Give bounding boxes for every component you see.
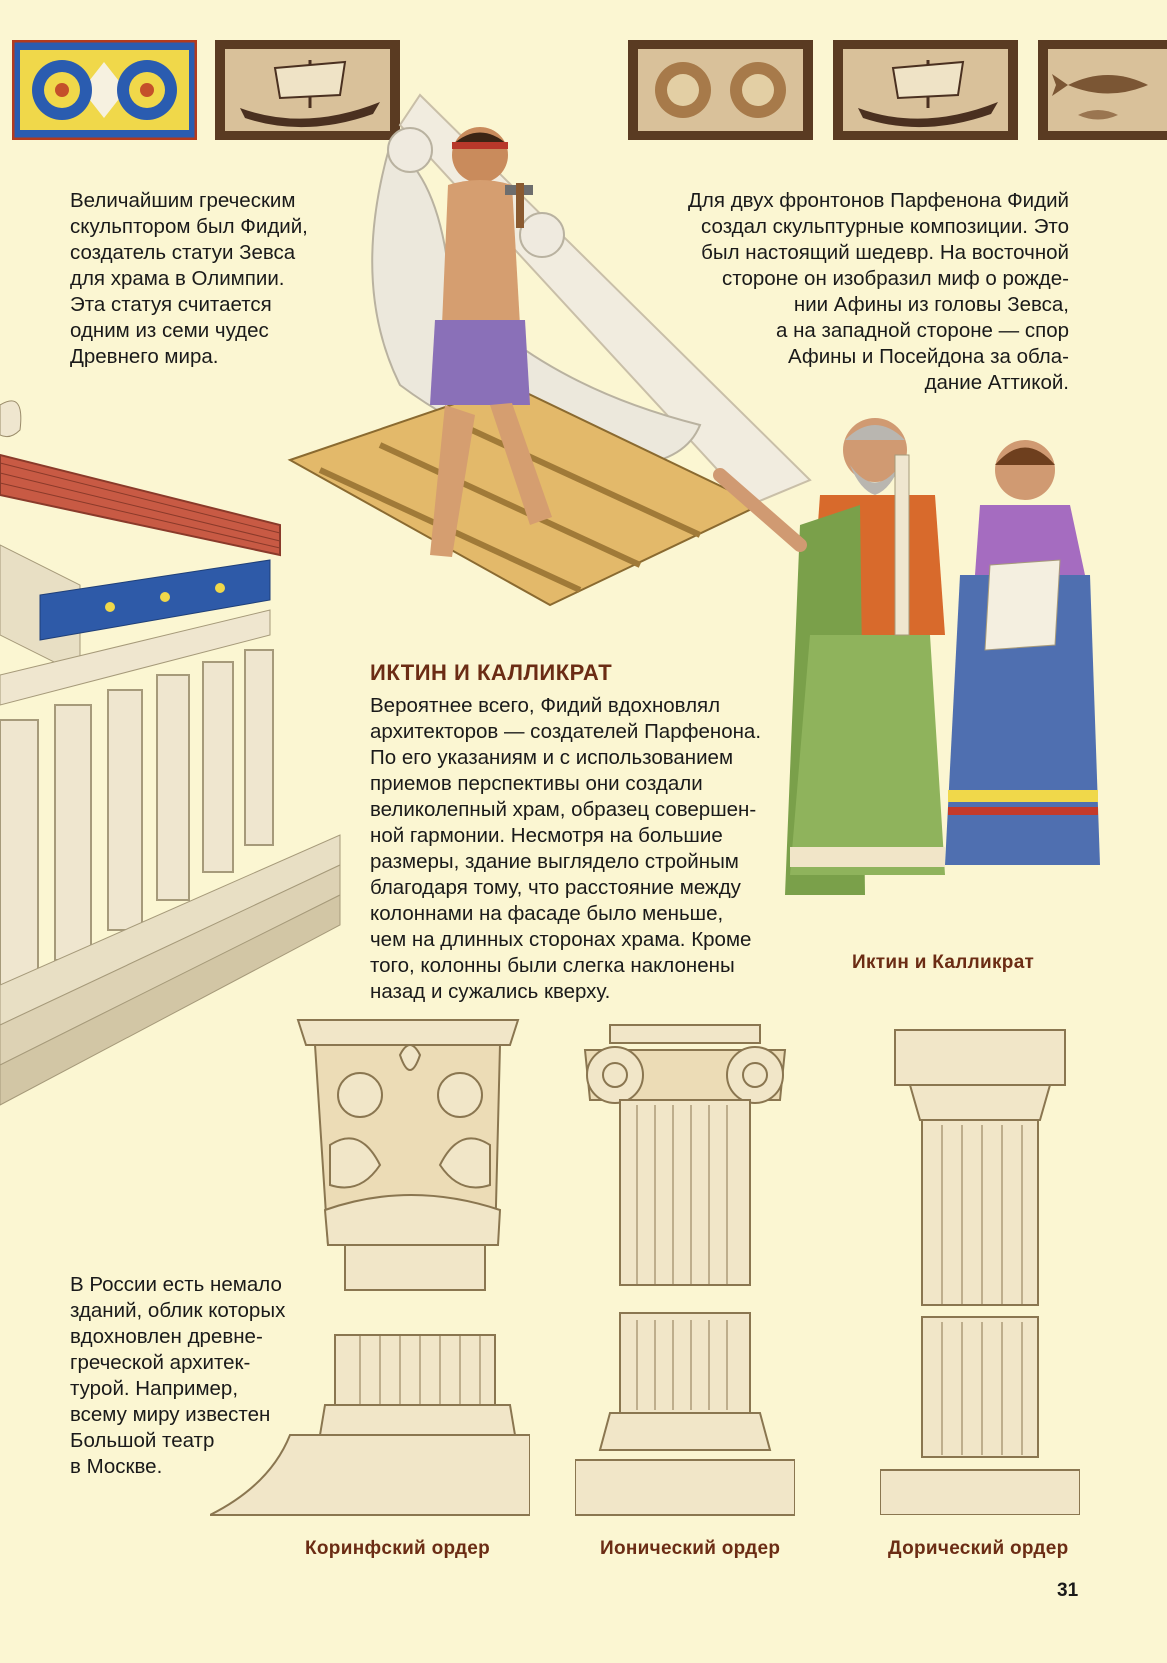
section-body-text: Вероятнее всего, Фидий вдохновлял архитекторов — создателей Парфенона. По его указаниям и с использованием приемов перспективы они создали великолепный храм, образец совершен- ной гармонии. Несмотря на большие размеры, здание выглядело стройным благодаря тому, что расстояние между колоннами на фасаде было меньше, чем на длинных сторонах храма. Кроме того, колонны были слегка наклонены назад и сужались кверху. [370, 694, 762, 1003]
architects-caption: Иктин и Калликрат [852, 952, 1035, 973]
intro-left-text: Величайшим греческим скульптором был Фидий, создатель статуи Зевса для храма в Олимпии. Эта статуя считается одним из семи чудес Древнего мира. [70, 189, 308, 368]
russia-note-text: В России есть немало зданий, облик которых вдохновлен древне- греческой архитек- турой. Например, всему миру известен Большой театр в Москве. [70, 1273, 286, 1478]
page-number: 31 [1057, 1580, 1079, 1601]
section-heading: ИКТИН И КАЛЛИКРАТ [370, 660, 613, 685]
header-tile-ship-2 [833, 40, 1018, 140]
ionic-order-illustration [575, 1020, 795, 1520]
ionic-caption: Ионический ордер [600, 1538, 781, 1559]
corinthian-caption: Коринфский ордер [305, 1538, 491, 1559]
corinthian-order-illustration [210, 1015, 530, 1520]
header-tile-rosette [12, 40, 197, 140]
doric-order-illustration [880, 1025, 1080, 1515]
header-tile-fish [1038, 40, 1167, 140]
intro-right-text: Для двух фронтонов Парфенона Фидий создал скульптурные композиции. Это был настоящий шедевр. На восточной стороне он изобразил миф о рожде- нии Афины из головы Зевса, а на западной стороне — спор Афины и Посейдона за обла- дание Аттикой. [688, 189, 1069, 394]
doric-caption: Дорический ордер [888, 1538, 1069, 1559]
